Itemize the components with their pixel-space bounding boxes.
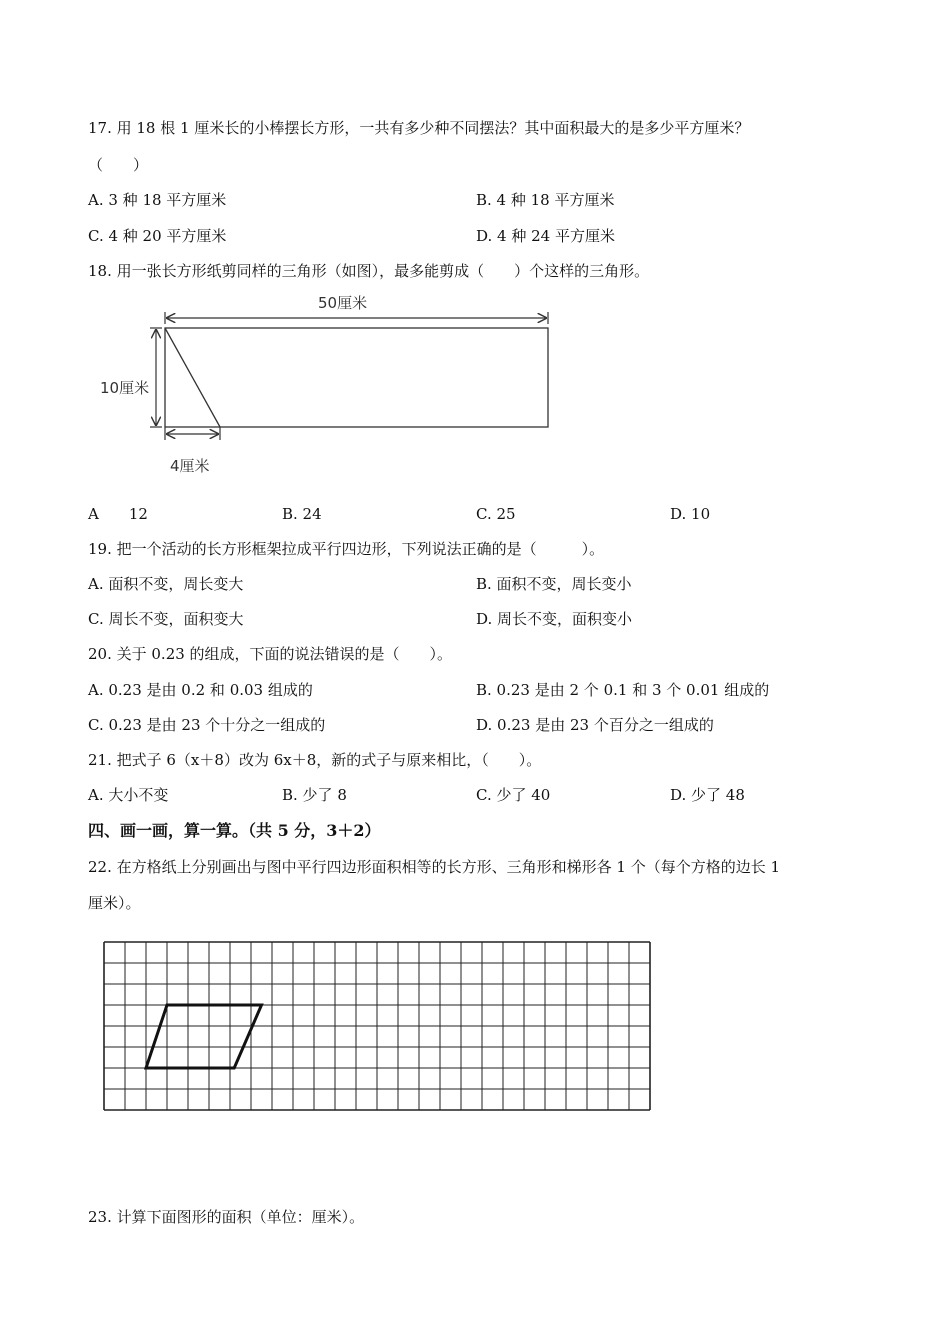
q21-option-b: B. 少了 8	[282, 786, 347, 804]
q18-stem: 18. 用一张长方形纸剪同样的三角形（如图），最多能剪成（ ）个这样的三角形。	[88, 262, 650, 280]
q17-option-a: A. 3 种 18 平方厘米	[88, 191, 227, 209]
q19-option-b: B. 面积不变，周长变小	[476, 575, 632, 593]
q18-option-d: D. 10	[670, 505, 711, 523]
q17-answer-blank: （ ）	[88, 156, 149, 174]
q19-option-c: C. 周长不变，面积变大	[88, 610, 244, 628]
q21-stem: 21. 把式子 6（x＋8）改为 6x＋8，新的式子与原来相比，（ ）。	[88, 751, 542, 769]
q18-option-b: B. 24	[282, 505, 322, 523]
q22-stem-line-2: 厘米）。	[88, 894, 141, 912]
paper-rectangle	[165, 328, 548, 427]
q17-option-c: C. 4 种 20 平方厘米	[88, 227, 227, 245]
q21-option-a: A. 大小不变	[88, 786, 169, 804]
section-4-heading: 四、画一画，算一算。（共 5 分，3＋2）	[88, 821, 381, 840]
q19-option-d: D. 周长不变，面积变小	[476, 610, 633, 628]
triangle-hypotenuse	[165, 328, 220, 427]
q22-stem-line-1: 22. 在方格纸上分别画出与图中平行四边形面积相等的长方形、三角形和梯形各 1 个（每个方格的边长 1	[88, 858, 781, 876]
q20-option-c: C. 0.23 是由 23 个十分之一组成的	[88, 716, 326, 734]
q20-stem: 20. 关于 0.23 的组成，下面的说法错误的是（ ）。	[88, 645, 453, 663]
q17-option-d: D. 4 种 24 平方厘米	[476, 227, 615, 245]
q17-stem: 17. 用 18 根 1 厘米长的小棒摆长方形，一共有多少种不同摆法？其中面积最大的是多少平方厘米？	[88, 119, 750, 137]
q19-option-a: A. 面积不变，周长变大	[88, 575, 244, 593]
parallelogram-shape	[146, 1005, 262, 1068]
q20-option-d: D. 0.23 是由 23 个百分之一组成的	[476, 716, 714, 734]
square-grid-paper[interactable]	[100, 938, 656, 1114]
q20-option-a: A. 0.23 是由 0.2 和 0.03 组成的	[88, 681, 313, 699]
q18-rectangle-figure	[90, 288, 570, 483]
length-label: 50厘米	[318, 294, 368, 312]
q17-option-b: B. 4 种 18 平方厘米	[476, 191, 615, 209]
q18-option-c: C. 25	[476, 505, 516, 523]
q21-option-d: D. 少了 48	[670, 786, 745, 804]
q20-option-b: B. 0.23 是由 2 个 0.1 和 3 个 0.01 组成的	[476, 681, 770, 699]
grid-lines	[104, 942, 650, 1110]
q23-stem: 23. 计算下面图形的面积（单位：厘米）。	[88, 1208, 365, 1226]
q21-option-c: C. 少了 40	[476, 786, 551, 804]
width-label: 10厘米	[100, 379, 150, 397]
q18-option-a: A 12	[88, 505, 148, 523]
base-label: 4厘米	[170, 457, 210, 475]
q19-stem: 19. 把一个活动的长方形框架拉成平行四边形，下列说法正确的是（ ）。	[88, 540, 605, 558]
